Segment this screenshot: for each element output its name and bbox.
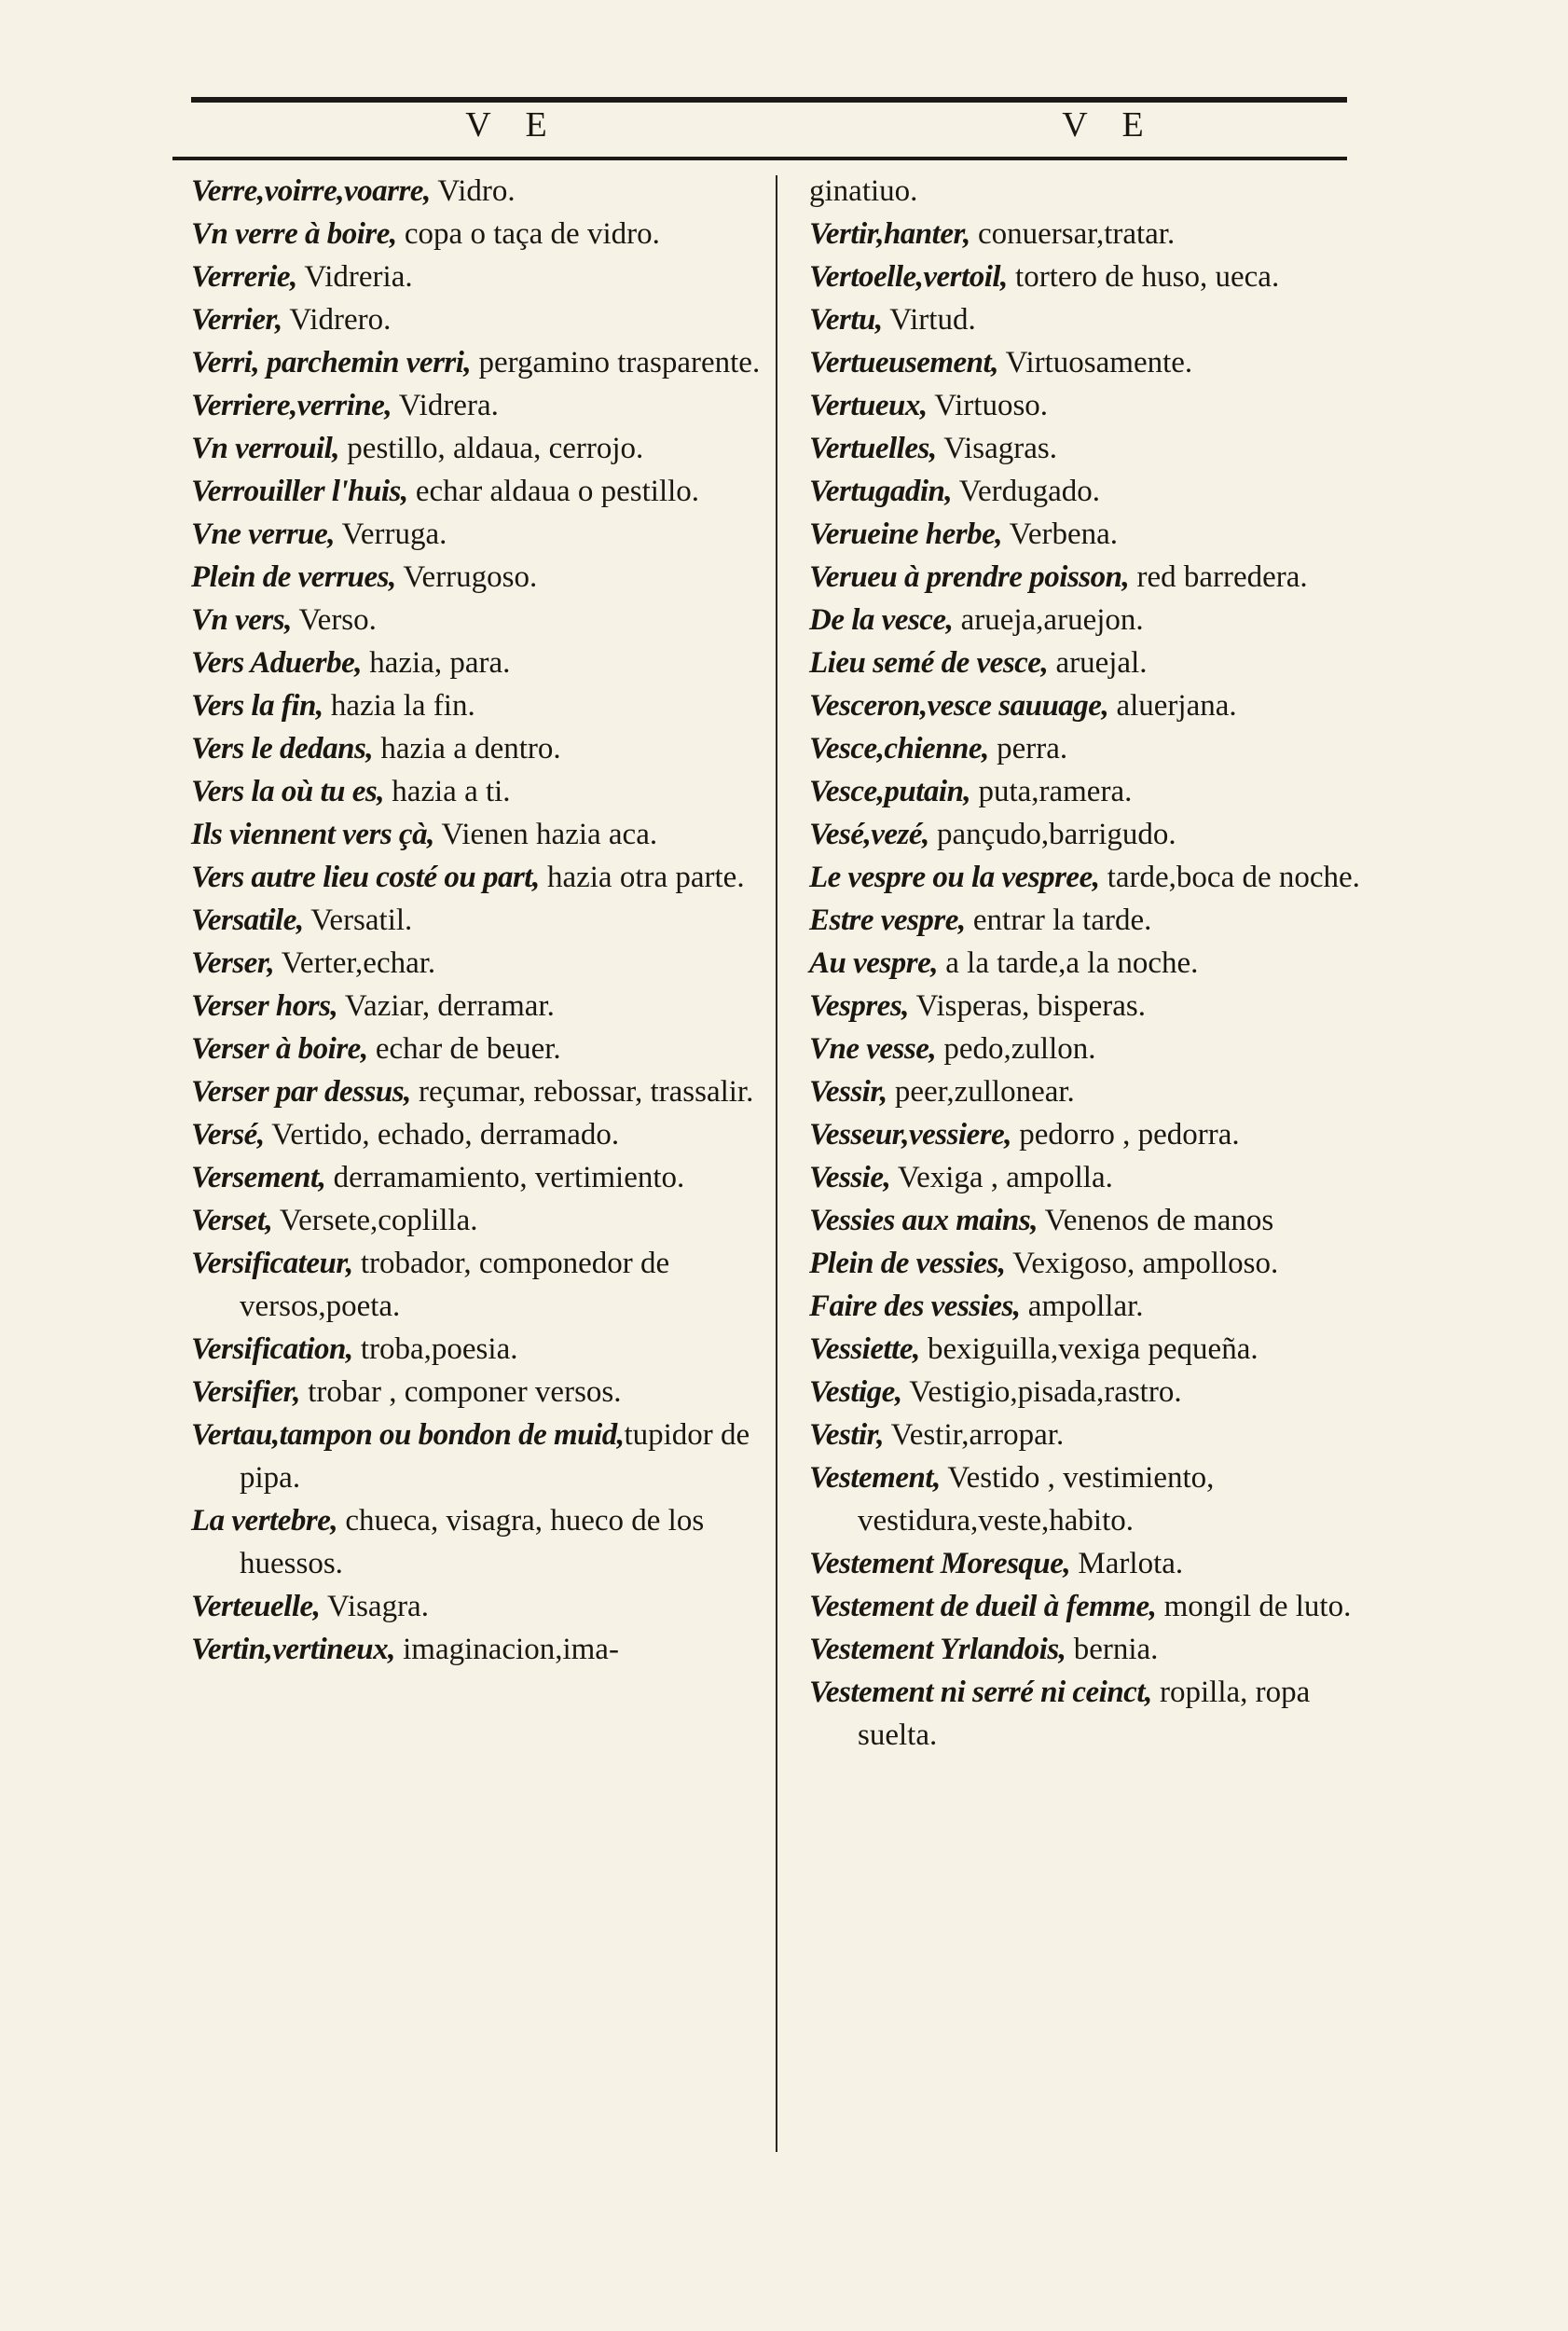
dictionary-entry (191, 856, 788, 899)
dictionary-entry (191, 684, 788, 727)
spanish-translation: perra. (988, 732, 1068, 766)
french-headword: Versement, (191, 1161, 326, 1194)
dictionary-entry (191, 341, 788, 384)
dictionary-entry (191, 813, 788, 856)
spanish-translation: Vienen hazia aca. (433, 818, 658, 851)
french-headword: De la vesce, (809, 603, 954, 637)
spanish-translation: Vestir,arropar. (883, 1418, 1065, 1452)
french-headword: Vessie, (809, 1161, 891, 1194)
dictionary-entry (809, 470, 1387, 513)
spanish-translation: bexiguilla,vexiga pequeña. (919, 1332, 1259, 1366)
french-headword: Vestement Moresque, (809, 1547, 1071, 1580)
dictionary-entry (809, 213, 1387, 255)
dictionary-entry (809, 856, 1387, 899)
spanish-translation: hazia a ti. (383, 775, 511, 808)
dictionary-entry (191, 599, 788, 641)
spanish-translation: tarde,boca de noche. (1099, 861, 1360, 894)
french-headword: Vertir,hanter, (809, 217, 970, 251)
spanish-translation: pestillo, aldaua, cerrojo. (339, 432, 644, 465)
dictionary-entry (809, 1199, 1387, 1242)
french-headword: Verri, parchemin verri, (191, 346, 472, 379)
french-headword: Vertu, (809, 303, 883, 337)
right-column (809, 170, 1387, 1757)
french-headword: Plein de verrues, (191, 560, 396, 594)
dictionary-entry (191, 170, 788, 213)
french-headword: Vestige, (809, 1375, 902, 1409)
french-headword: Vestement de dueil à femme, (809, 1590, 1157, 1623)
spanish-translation: reçumar, rebossar, trassalir. (410, 1075, 754, 1109)
french-headword: Versificateur, (191, 1247, 353, 1280)
french-headword: Versatile, (191, 903, 304, 937)
spanish-translation: Visagras. (936, 432, 1057, 465)
french-headword: Vestir, (809, 1418, 884, 1452)
spanish-translation: pedorro , pedorra. (1011, 1118, 1240, 1152)
dictionary-entry (191, 1585, 788, 1628)
spanish-translation: Marlota. (1070, 1547, 1184, 1580)
spanish-translation: hazia a dentro. (373, 732, 561, 766)
dictionary-entry (809, 556, 1387, 599)
dictionary-entry (191, 727, 788, 770)
dictionary-entry (809, 985, 1387, 1028)
running-head-right: V E (1062, 105, 1157, 145)
french-headword: Verser par dessus, (191, 1075, 411, 1109)
french-headword: Verser à boire, (191, 1032, 368, 1066)
dictionary-entry (191, 641, 788, 684)
spanish-translation: Verruga. (335, 517, 447, 551)
spanish-translation: troba,poesia. (352, 1332, 518, 1366)
dictionary-entry (191, 1414, 788, 1499)
spanish-translation: aruejal. (1048, 646, 1148, 680)
dictionary-entry (809, 1242, 1387, 1285)
spanish-translation: Verter,echar. (274, 946, 436, 980)
dictionary-entry (809, 1414, 1387, 1456)
dictionary-entry (191, 255, 788, 298)
french-headword: La vertebre, (191, 1504, 338, 1538)
dictionary-entry (191, 1199, 788, 1242)
french-headword: Vessir, (809, 1075, 887, 1109)
spanish-translation: pançudo,barrigudo. (928, 818, 1176, 851)
dictionary-entry (191, 1113, 788, 1156)
spanish-translation: hazia, para. (361, 646, 511, 680)
french-headword: Vertau,tampon ou bondon de muid, (191, 1418, 625, 1452)
spanish-translation: ginatiuo. (809, 174, 918, 208)
spanish-translation: chueca, visagra, hueco de los huessos. (240, 1504, 705, 1580)
dictionary-entry (191, 470, 788, 513)
french-headword: Versé, (191, 1118, 265, 1152)
dictionary-entry (191, 1242, 788, 1328)
dictionary-entry (191, 384, 788, 427)
french-headword: Verriere,verrine, (191, 389, 392, 422)
french-headword: Ils viennent vers çà, (191, 818, 434, 851)
spanish-translation: Vaziar, derramar. (337, 989, 555, 1023)
french-headword: Vne verrue, (191, 517, 335, 551)
dictionary-entry (809, 770, 1387, 813)
spanish-translation: Vertido, echado, derramado. (264, 1118, 620, 1152)
dictionary-entry (191, 298, 788, 341)
french-headword: Vertugadin, (809, 475, 953, 508)
french-headword: Verre,voirre,voarre, (191, 174, 431, 208)
spanish-translation: conuersar,tratar. (970, 217, 1176, 251)
dictionary-entry (809, 1070, 1387, 1113)
spanish-translation: Versatil. (303, 903, 413, 937)
spanish-translation: entrar la tarde. (965, 903, 1152, 937)
dictionary-entry (809, 1285, 1387, 1328)
french-headword: Au vespre, (809, 946, 938, 980)
dictionary-entry (191, 213, 788, 255)
top-rule (191, 97, 1347, 103)
dictionary-entry (809, 641, 1387, 684)
dictionary-entry (809, 1028, 1387, 1070)
dictionary-entry (191, 942, 788, 985)
dictionary-entry (809, 813, 1387, 856)
spanish-translation: Vidrera. (392, 389, 499, 422)
spanish-translation: derramamiento, vertimiento. (325, 1161, 685, 1194)
dictionary-entry (809, 1113, 1387, 1156)
left-column (191, 170, 788, 1671)
spanish-translation: red barredera. (1129, 560, 1308, 594)
spanish-translation: bernia. (1066, 1633, 1159, 1666)
french-headword: Vertoelle,vertoil, (809, 260, 1008, 294)
french-headword: Vertueux, (809, 389, 928, 422)
spanish-translation: Vexiga , ampolla. (890, 1161, 1113, 1194)
spanish-translation: Virtud. (882, 303, 976, 337)
french-headword: Verueu à prendre poisson, (809, 560, 1130, 594)
dictionary-entry (191, 1499, 788, 1585)
dictionary-entry (809, 1628, 1387, 1671)
spanish-translation: puta,ramera. (970, 775, 1133, 808)
dictionary-entry (191, 1328, 788, 1371)
dictionary-entry (809, 384, 1387, 427)
spanish-translation: a la tarde,a la noche. (938, 946, 1199, 980)
spanish-translation: ropilla, ropa suelta. (858, 1676, 1311, 1752)
dictionary-entry (809, 341, 1387, 384)
spanish-translation: Vidro. (430, 174, 516, 208)
dictionary-entry (809, 1585, 1387, 1628)
dictionary-entry (191, 427, 788, 470)
french-headword: Versifier, (191, 1375, 300, 1409)
spanish-translation: arueja,aruejon. (953, 603, 1144, 637)
spanish-translation: aluerjana. (1108, 689, 1237, 723)
french-headword: Vers la où tu es, (191, 775, 384, 808)
spanish-translation: Vexigoso, ampolloso. (1005, 1247, 1279, 1280)
french-headword: Le vespre ou la vespree, (809, 861, 1100, 894)
spanish-translation: Verso. (291, 603, 377, 637)
french-headword: Vne vesse, (809, 1032, 937, 1066)
spanish-translation: copa o taça de vidro. (396, 217, 660, 251)
french-headword: Verser, (191, 946, 275, 980)
spanish-translation: pergamino trasparente. (471, 346, 761, 379)
dictionary-entry (809, 1371, 1387, 1414)
dictionary-entry (809, 255, 1387, 298)
dictionary-entry (809, 298, 1387, 341)
dictionary-entry (809, 427, 1387, 470)
spanish-translation: Visperas, bisperas. (908, 989, 1146, 1023)
french-headword: Verueine herbe, (809, 517, 1002, 551)
dictionary-entry (809, 1328, 1387, 1371)
spanish-translation: Virtuosamente. (997, 346, 1193, 379)
spanish-translation: Vestigio,pisada,rastro. (901, 1375, 1182, 1409)
french-headword: Vesce,chienne, (809, 732, 989, 766)
spanish-translation: Verrugoso. (395, 560, 538, 594)
french-headword: Plein de vessies, (809, 1247, 1006, 1280)
french-headword: Vestement ni serré ni ceinct, (809, 1676, 1152, 1709)
french-headword: Vessiette, (809, 1332, 920, 1366)
dictionary-entry (191, 1156, 788, 1199)
french-headword: Versification, (191, 1332, 353, 1366)
dictionary-entry (191, 899, 788, 942)
french-headword: Vesceron,vesce sauuage, (809, 689, 1109, 723)
dictionary-entry (191, 1371, 788, 1414)
french-headword: Vesce,putain, (809, 775, 971, 808)
spanish-translation: imaginacion,ima- (394, 1633, 619, 1666)
spanish-translation: pedo,zullon. (936, 1032, 1096, 1066)
dictionary-entry (191, 1628, 788, 1671)
french-headword: Vn vers, (191, 603, 292, 637)
spanish-translation: peer,zullonear. (887, 1075, 1075, 1109)
dictionary-entry (809, 170, 1387, 213)
dictionary-entry (809, 513, 1387, 556)
dictionary-entry (809, 1456, 1387, 1542)
french-headword: Lieu semé de vesce, (809, 646, 1049, 680)
spanish-translation: Verdugado. (952, 475, 1101, 508)
header-rule (172, 157, 1347, 160)
spanish-translation: hazia otra parte. (539, 861, 745, 894)
french-headword: Vn verre à boire, (191, 217, 397, 251)
spanish-translation: mongil de luto. (1156, 1590, 1352, 1623)
french-headword: Vn verrouil, (191, 432, 340, 465)
spanish-translation: Versete,coplilla. (272, 1204, 478, 1237)
dictionary-entry (809, 1671, 1387, 1757)
dictionary-entry (809, 942, 1387, 985)
spanish-translation: tortero de huso, ueca. (1007, 260, 1280, 294)
spanish-translation: hazia la fin. (323, 689, 475, 723)
spanish-translation: Virtuoso. (927, 389, 1049, 422)
french-headword: Verrier, (191, 303, 282, 337)
dictionary-entry (809, 1542, 1387, 1585)
french-headword: Vers Aduerbe, (191, 646, 362, 680)
spanish-translation: Visagra. (320, 1590, 429, 1623)
dictionary-entry (191, 556, 788, 599)
dictionary-entry (809, 684, 1387, 727)
french-headword: Faire des vessies, (809, 1290, 1021, 1323)
french-headword: Vestement Yrlandois, (809, 1633, 1066, 1666)
dictionary-entry (809, 1156, 1387, 1199)
spanish-translation: trobar , componer versos. (299, 1375, 622, 1409)
dictionary-entry (809, 899, 1387, 942)
spanish-translation: echar aldaua o pestillo. (407, 475, 700, 508)
dictionary-entry (191, 513, 788, 556)
french-headword: Vessies aux mains, (809, 1204, 1038, 1237)
french-headword: Verser hors, (191, 989, 338, 1023)
column-divider (776, 175, 777, 2152)
french-headword: Verrerie, (191, 260, 297, 294)
french-headword: Vers le dedans, (191, 732, 374, 766)
dictionary-entry (191, 770, 788, 813)
spanish-translation: tupidor de pipa. (240, 1418, 750, 1495)
dictionary-entry (191, 1070, 788, 1113)
french-headword: Verrouiller l'huis, (191, 475, 408, 508)
spanish-translation: Venenos de manos (1037, 1204, 1274, 1237)
dictionary-entry (191, 1028, 788, 1070)
spanish-translation: trobador, componedor de versos,poeta. (240, 1247, 670, 1323)
spanish-translation: Vidrero. (282, 303, 392, 337)
french-headword: Vesseur,vessiere, (809, 1118, 1011, 1152)
french-headword: Vespres, (809, 989, 909, 1023)
spanish-translation: Vidreria. (296, 260, 413, 294)
spanish-translation: echar de beuer. (367, 1032, 561, 1066)
french-headword: Vertin,vertineux, (191, 1633, 395, 1666)
french-headword: Vertuelles, (809, 432, 937, 465)
french-headword: Vestement, (809, 1461, 941, 1495)
french-headword: Vers autre lieu costé ou part, (191, 861, 540, 894)
french-headword: Vertueusement, (809, 346, 998, 379)
french-headword: Vesé,vezé, (809, 818, 929, 851)
french-headword: Vers la fin, (191, 689, 323, 723)
spanish-translation: ampollar. (1020, 1290, 1144, 1323)
spanish-translation: Verbena. (1002, 517, 1119, 551)
french-headword: Estre vespre, (809, 903, 966, 937)
french-headword: Verset, (191, 1204, 273, 1237)
dictionary-entry (809, 727, 1387, 770)
spanish-translation: Vestido , vestimiento, vestidura,veste,habito. (858, 1461, 1215, 1538)
dictionary-entry (809, 599, 1387, 641)
french-headword: Verteuelle, (191, 1590, 321, 1623)
dictionary-entry (191, 985, 788, 1028)
running-head-left: V E (465, 105, 560, 145)
